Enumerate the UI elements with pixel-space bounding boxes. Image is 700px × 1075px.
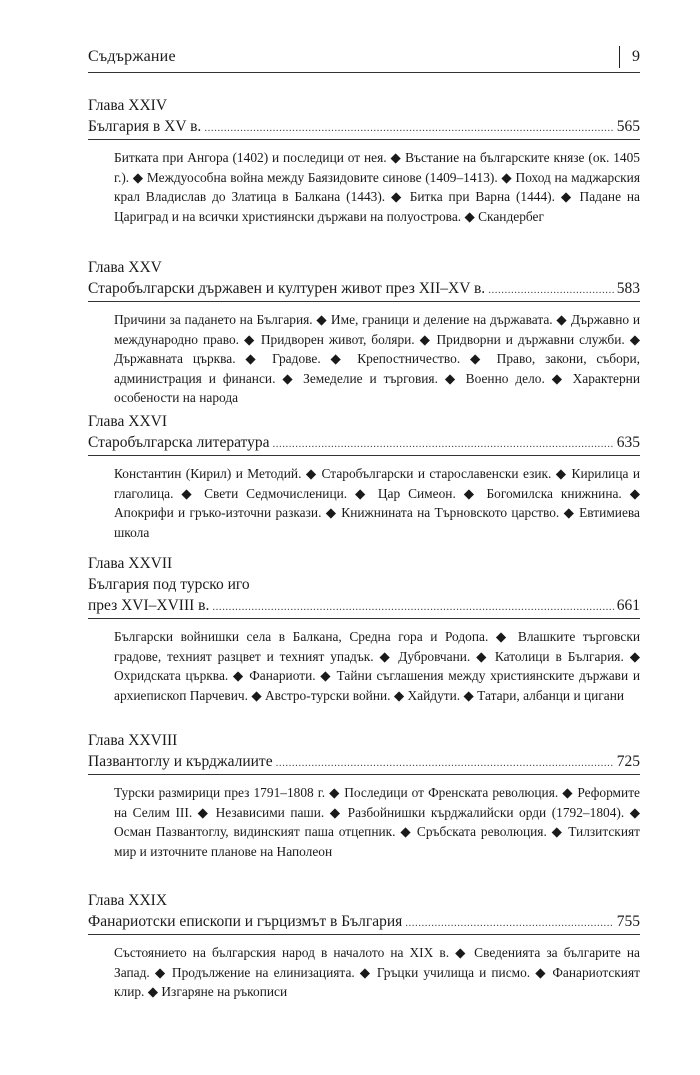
- chapter-page-number: 725: [616, 753, 640, 770]
- dot-leader: [273, 434, 614, 455]
- chapter-title-line[interactable]: [88, 911, 640, 935]
- toc-entry-chapter-29: [88, 891, 640, 1002]
- chapter-summary: Турски размирици през 1791–1808 г. ◆ Последици от Френската революция. ◆ Реформите на Селим III. ◆ Независими паши. ◆ Разбойнишки кърджалийски орди (1792–1804). ◆ Осман Пазвантоглу, видинският паша отцепник. ◆ Сръбската революция. ◆ Тилзитският мир и източните планове на Наполеон: [114, 785, 640, 859]
- chapter-title: Пазвантоглу и кърджалиите: [88, 753, 273, 770]
- dot-leader: [204, 118, 613, 139]
- chapter-title-line[interactable]: [88, 116, 640, 140]
- page-number: 9: [632, 48, 640, 65]
- chapter-title-line[interactable]: [88, 432, 640, 456]
- chapter-label: Глава XXVII: [88, 555, 173, 572]
- chapter-title: България в XV в.: [88, 118, 202, 135]
- chapter-label: Глава XXVIII: [88, 732, 178, 749]
- chapter-title-first-line[interactable]: България под турско иго: [88, 576, 250, 593]
- chapter-summary: Причини за падането на България. ◆ Име, граници и деление на държавата. ◆ Държавно и международно право. ◆ Придворен живот, боляри. ◆ Придворни и държавни служби. ◆ Държавната църква. ◆ Градове. ◆ Крепостничество. ◆ Право, закони, събори, администрация и финанси. ◆ Земеделие и търговия. ◆ Военно дело. ◆ Характерни особености на народа: [114, 312, 640, 406]
- chapter-summary: Български войнишки села в Балкана, Средна гора и Родопа. ◆ Влашките търговски градове, техният разцвет и техният упадък. ◆ Дубровчани. ◆ Католици в България. ◆ Охридската църква. ◆ Фанариоти. ◆ Тайни съглашения между християнските държави и архиепископ Парчевич. ◆ Австро-турски войни. ◆ Хайдути. ◆ Татари, албанци и цигани: [114, 629, 640, 703]
- toc-entry-chapter-25: [88, 258, 640, 408]
- chapter-title: Старобългарски държавен и културен живот през XII–XV в.: [88, 280, 486, 297]
- chapter-page-number: 661: [616, 597, 640, 614]
- toc-entry-chapter-26: [88, 412, 640, 542]
- chapter-summary: Битката при Ангора (1402) и последици от нея. ◆ Въстание на българските князе (ок. 1405 г.). ◆ Междуособна война между Баязидовите синове (1409–1413). ◆ Поход на маджарския крал Владислав до Златица в Балкана (1443). ◆ Битка при Варна (1444). ◆ Падане на Цариград и на всички християнски държави на полуострова. ◆ Скандербег: [114, 150, 640, 224]
- running-head-divider: [619, 46, 620, 68]
- chapter-label: Глава XXIV: [88, 97, 168, 114]
- dot-leader: [405, 913, 613, 934]
- chapter-page-number: 755: [616, 913, 640, 930]
- chapter-page-number: 583: [616, 280, 640, 297]
- dot-leader: [488, 280, 614, 301]
- chapter-label: Глава XXVI: [88, 413, 168, 430]
- dot-leader: [212, 597, 613, 618]
- chapter-label: Глава XXV: [88, 259, 162, 276]
- chapter-title-line[interactable]: [88, 595, 640, 619]
- chapter-label: Глава XXIX: [88, 892, 168, 909]
- chapter-title: Фанариотски епископи и гърцизмът в България: [88, 913, 403, 930]
- chapter-summary: Константин (Кирил) и Методий. ◆ Старобългарски и старославенски език. ◆ Кирилица и глаголица. ◆ Свети Седмочисленици. ◆ Цар Симеон. ◆ Богомилска книжнина. ◆ Апокрифи и гръко-източни разкази. ◆ Книжнината на Търновското царство. ◆ Евтимиева школа: [114, 466, 640, 540]
- running-head: [88, 44, 640, 73]
- toc-entry-chapter-24: [88, 96, 640, 226]
- chapter-title: Старобългарска литература: [88, 434, 270, 451]
- chapter-title-line[interactable]: [88, 751, 640, 775]
- chapter-page-number: 635: [616, 434, 640, 451]
- dot-leader: [276, 753, 614, 774]
- toc-entry-chapter-28: [88, 731, 640, 861]
- chapter-title: през XVI–XVIII в.: [88, 597, 210, 614]
- chapter-page-number: 565: [616, 118, 640, 135]
- toc-entry-chapter-27: [88, 554, 640, 705]
- chapter-summary: Състоянието на българския народ в началото на XIX в. ◆ Сведенията за българите на Запад. ◆ Продължение на елинизацията. ◆ Гръцки училища и писмо. ◆ Фанариотският клир. ◆ Изгаряне на ръкописи: [114, 945, 640, 1000]
- chapter-title-line[interactable]: [88, 278, 640, 302]
- running-head-title: Съдържание: [88, 48, 176, 65]
